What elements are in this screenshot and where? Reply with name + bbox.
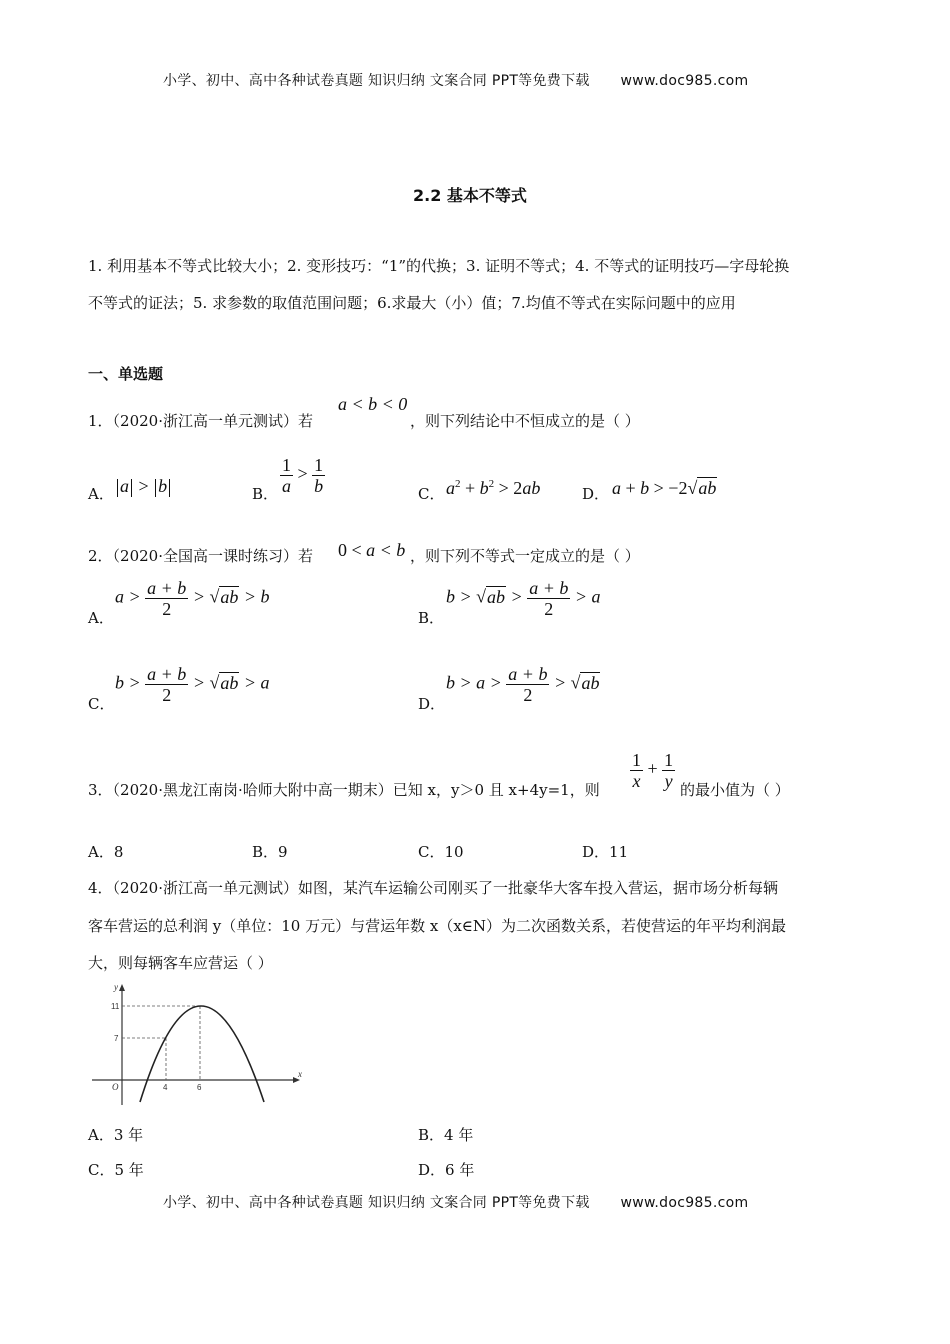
q2-d-label: D． (418, 695, 446, 713)
q1-d-label: D． (582, 485, 610, 503)
q2-option-a (88, 607, 114, 628)
q3-option-b: B．9 (252, 843, 288, 861)
intro-line-2: 不等式的证法；5. 求参数的取值范围问题；6.求最大（小）值；7.均值不等式在实际问题中的应用 (88, 294, 736, 312)
question-4-line-3: 大，则每辆客车应营运（ ） (88, 954, 273, 972)
q2-a-label: A． (88, 609, 114, 627)
q4-option-a: A．3 年 (88, 1126, 144, 1144)
x-axis-label: x (298, 1069, 302, 1079)
page-footer (163, 1192, 748, 1212)
page-title: 2.2 基本不等式 (413, 186, 527, 205)
q1-a-formula: a > b (115, 476, 172, 497)
footer-url[interactable]: www.doc985.com (620, 1195, 749, 1211)
y-tick-11: 11 (111, 1002, 120, 1011)
question-4-line-1: 4．（2020·浙江高一单元测试）如图，某汽车运输公司刚买了一批豪华大客车投入营运，据市场分析每辆 (88, 879, 778, 897)
q2-a-formula: a > $\frac{a + b}{2}$ > √ab > b (115, 578, 270, 619)
intro-line-1: 1. 利用基本不等式比较大小；2. 变形技巧：“1”的代换；3. 证明不等式；4. 不等式的证明技巧—字母轮换 (88, 257, 790, 275)
q1-condition-formula: a < b < 0 (338, 394, 408, 414)
q2-option-b (418, 607, 444, 628)
q1-option-a (88, 483, 114, 504)
q1-d-formula: a + b > −2√ab (612, 478, 717, 498)
q2-condition-formula: 0 < a < b (338, 540, 406, 560)
y-axis-label: y (114, 982, 118, 992)
q3-prefix: 3．（2020·黑龙江南岗·哈师大附中高一期末）已知 x，y＞0 且 x+4y=1，则 (88, 781, 600, 799)
header-text: 小学、初中、高中各种试卷真题 知识归纳 文案合同 PPT等免费下载 (163, 73, 590, 89)
question-3-stem (88, 779, 600, 800)
footer-text: 小学、初中、高中各种试卷真题 知识归纳 文案合同 PPT等免费下载 (163, 1195, 590, 1211)
q1-c-formula: $a^2 + b^2 > 2ab$ (446, 478, 541, 498)
q3-option-c: C．10 (418, 843, 464, 861)
q1-suffix: ，则下列结论中不恒成立的是（ ） (410, 412, 640, 430)
q2-suffix: ，则下列不等式一定成立的是（ ） (410, 547, 640, 565)
q1-prefix: 1．（2020·浙江高一单元测试）若 (88, 412, 313, 430)
x-tick-4: 4 (163, 1083, 168, 1092)
q3-option-a: A．8 (88, 843, 124, 861)
q1-b-formula: $\frac{1}{a}$ > $\frac{1}{b}$ (282, 455, 324, 496)
q1-option-b (252, 483, 278, 504)
origin-label: O (112, 1082, 119, 1092)
q1-b-label: B． (252, 485, 279, 503)
q1-c-label: C． (418, 485, 445, 503)
q2-b-formula: b > √ab > $\frac{a + b}{2}$ > a (446, 578, 601, 619)
q2-c-formula: b > $\frac{a + b}{2}$ > √ab > a (115, 664, 270, 705)
q3-suffix: 的最小值为（ ） (680, 781, 790, 799)
question-1-stem (88, 410, 313, 431)
q3-formula: $\frac{1}{x}$ + $\frac{1}{y}$ (632, 750, 674, 791)
page-header (163, 70, 748, 90)
q2-option-d (418, 693, 445, 714)
q2-c-label: C． (88, 695, 115, 713)
q3-option-d: D．11 (582, 843, 629, 861)
q2-d-formula: b > a > $\frac{a + b}{2}$ > √ab (446, 664, 600, 705)
q4-option-c: C．5 年 (88, 1161, 144, 1179)
question-2-stem (88, 545, 313, 566)
q2-prefix: 2．（2020·全国高一课时练习）若 (88, 547, 313, 565)
section-heading: 一、单选题 (88, 365, 164, 383)
x-tick-6: 6 (197, 1083, 202, 1092)
q1-option-c (418, 483, 444, 504)
q2-b-label: B． (418, 609, 445, 627)
q1-a-label: A． (88, 485, 114, 503)
q4-option-b: B．4 年 (418, 1126, 474, 1144)
y-axis-arrow (119, 984, 125, 991)
q1-option-d (582, 483, 609, 504)
question-4-line-2: 客车营运的总利润 y（单位：10 万元）与营运年数 x（x∈N）为二次函数关系，若使营运的年平均利润最 (88, 917, 787, 935)
header-url[interactable]: www.doc985.com (620, 73, 749, 89)
q2-option-c (88, 693, 114, 714)
profit-graph (88, 980, 308, 1110)
q4-option-d: D．6 年 (418, 1161, 475, 1179)
parabola-curve (140, 1006, 264, 1102)
y-tick-7: 7 (114, 1034, 119, 1043)
